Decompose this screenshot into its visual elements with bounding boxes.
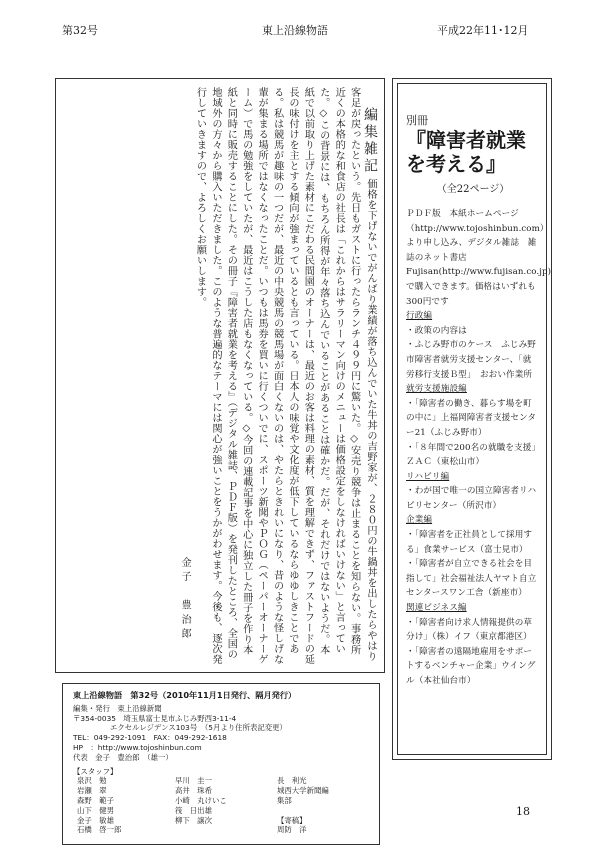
staff-list — [77, 776, 369, 835]
colophon-line: エクセルレジデンス103号 （5月より住所表記変更） — [73, 723, 287, 733]
staff-name: 高井 珠希 — [175, 786, 212, 796]
staff-name: 泉沢 勉 — [77, 776, 107, 786]
list-item: ・「障害者の遠隔地雇用をサポートするベンチャー企業」ウイングル（本社仙台市） — [406, 646, 536, 686]
article-title: 編集雑記 — [362, 107, 378, 175]
supplement-heading — [406, 98, 540, 176]
list-item: ・「８年間で200名の就職を支援」 ＺＡＣ（東松山市） — [406, 442, 545, 468]
staff-name: 長 利光 — [277, 776, 307, 786]
supplement-title: 『障害者就業を考える』 — [406, 128, 526, 176]
supplement-pages: （全22ページ） — [436, 184, 510, 195]
staff-name: 石橋 啓一郎 — [77, 825, 122, 835]
list-item: ・「障害者が自立できる社会を目指して」社会福祉法人ヤマト自立センタースワン工舎（新座市） — [406, 559, 537, 599]
list-item: ・「障害者の働き、暮らす場を町の中に」上福岡障害者支援センター21（ふじみ野市） — [406, 398, 537, 438]
page-header — [0, 22, 600, 42]
category-support-facilities: 就労支援施設編 — [406, 384, 467, 395]
editorial-article — [55, 78, 385, 673]
contributor-name: 周防 洋 — [277, 825, 307, 835]
staff-name: 森野 範子 — [77, 795, 114, 805]
supplement-intro: ＰＤＦ版 本紙ホームページ（http://www.tojoshinbun.com）より申し込み、デジタル雑誌 雑誌のネット書店Fujisan(http://www.fujisan.co.jp) で購入できます。価格はいずれも300円です — [406, 209, 560, 307]
colophon — [62, 683, 380, 845]
supplement-text — [406, 207, 560, 689]
list-item: ・「障害者を正社員として採用する」食業サービス（富士見市） — [406, 530, 533, 555]
staff-column — [175, 776, 277, 835]
staff-name: 早川 圭一 — [175, 776, 212, 786]
staff-name: 金子 敏雄 — [77, 815, 114, 825]
staff-name: 小崎 丸けいこ — [175, 795, 227, 805]
category-administration: 行政編 — [406, 311, 433, 322]
list-item: ・ふじみ野市のケース ふじみ野市障害者就労支援センター、「就労移行支援Ｂ型」 おおい作業所 — [406, 340, 536, 380]
staff-name: 筏 日出雄 — [175, 805, 212, 815]
category-rehabilitation: リハビリ編 — [406, 471, 450, 482]
staff-name: 城西大学新聞編 — [277, 786, 329, 796]
list-item: ・政策の内容は — [406, 325, 467, 336]
newspaper-title: 東上沿線物語 — [262, 24, 328, 37]
list-item: ・「障害者向け求人情報提供の草分け」（株）イフ（東京都港区） — [406, 617, 533, 643]
article-author: 金子 豊治郎 — [179, 557, 191, 643]
supplement-label: 別冊 — [406, 114, 428, 127]
issue-number: 第32号 — [62, 24, 98, 37]
colophon-line: TEL：049-292-1091 FAX：049-292-1618 — [73, 733, 227, 743]
category-related-business: 関連ビジネス編 — [406, 603, 467, 614]
list-item: ・わが国で唯一の国立障害者リハビリセンター（所沢市） — [406, 486, 537, 511]
colophon-line: HP ：http://www.tojoshinbun.com — [73, 742, 202, 752]
staff-column — [77, 776, 175, 835]
staff-name: 岩瀬 翠 — [77, 786, 107, 796]
staff-column — [277, 776, 377, 835]
colophon-line: 代表 金子 豊治郎 （雄一） — [73, 752, 173, 762]
staff-name — [277, 806, 377, 816]
staff-name: 集部 — [277, 795, 292, 805]
staff-heading: 【スタッフ】 — [73, 766, 118, 776]
category-companies: 企業編 — [406, 515, 433, 526]
staff-name: 柳下 譲次 — [175, 815, 212, 825]
staff-name: 山下 健男 — [77, 805, 114, 815]
colophon-line: 〒354-0035 埼玉県富士見市ふじみ野西3-11-4 — [73, 713, 237, 723]
page-number: 18 — [516, 805, 530, 818]
article-columns — [60, 87, 378, 665]
contributor-heading: 【寄稿】 — [277, 815, 307, 825]
issue-date: 平成22年11･12月 — [437, 24, 529, 37]
article-body: 価格を下げないでがんばり業績が落ち込んでいた牛丼の吉野家が、２８０円の牛鍋丼を出したらやはり客足が戻ったという。先日もガストに行ったらランチ４９９円に驚いた。◇安売り競争は止まることを知らない。事務所近くの本格的な和食店の社長は「これからはサラリーマン向けのメニューは価格設定をしなければいけない」と言っていた。◇この背景には、もちろん所得が年々落ち込んでいることがあることは確かだ。だが、それだけではないようだ。本紙で以前取り上げた素材にこだわる民間園のオーナーは、最近のお客は料理の素材、質を理解できず、ファストフードの延長の味付けを主とする傾向が強まっているとも言っている。日本人の味覚や文化度が低下しているならゆゆしきことである。私は競馬が趣味の一つだが、最近の中央競馬の競馬場が面白くないのは、やたらときれいになり、昔のような怪しげな輩が集まる場所ではなくなったことだ。いつもは馬券を買いに行くついでに、スポーツ新聞やＰＯＧ（ペーパーオーナーゲーム）で馬の勉強をしていたが、最近はこうした店もなくなっている。◇今回の連載記事を中心に独立した冊子を作り本紙と同時に販売することにした。その冊子『障害者就業を考える』（デジタル雑誌、ＰＤＦ版）を発刊したところ、全国の地域外の方々から購入いただきました。このような普遍的なテーマには関心が強いことをうかがわせます。今後も、逐次発行していきますので、よろしくお願いします。 — [194, 87, 376, 665]
supplement-ad — [392, 78, 560, 760]
supplement-ad-inner — [397, 83, 560, 755]
colophon-title: 東上沿線物語 第32号（2010年11月1日発行、隔月発行） — [73, 690, 297, 700]
colophon-line: 編集・発行 東上沿線新聞 — [73, 703, 162, 713]
